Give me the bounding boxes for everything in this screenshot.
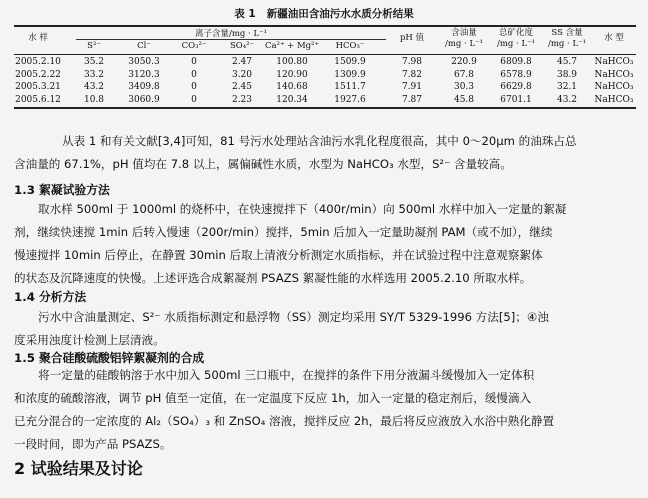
table-cell: 7.87 [401, 94, 423, 105]
table-cell: 32.1 [556, 82, 578, 92]
table-cell: 10.8 [83, 94, 105, 105]
table-cell: 2005.6.12 [15, 94, 61, 105]
table-cell: 7.98 [401, 57, 423, 67]
table-column-header: 含油量 /mg · L⁻¹ [444, 28, 483, 49]
paragraph-4-line: 将一定量的硅酸钠溶于水中加入 500ml 三口瓶中，在搅拌的条件下用分液漏斗缓慢加入一定体积 [38, 368, 535, 382]
table-column-header: pH 值 [399, 33, 425, 43]
paragraph-1-line: 含油量的 67.1%，pH 值均在 7.8 以上，属偏碱性水质，水型为 NaHCO₃ 水型，S²⁻ 含量较高。 [14, 157, 512, 171]
paragraph-4-line: 已充分混合的一定浓度的 Al₂（SO₄）₃ 和 ZnSO₄ 溶液，搅拌反应 2h，最后将反应液放入水浴中熟化静置 [14, 414, 555, 428]
table-cell: 3.20 [231, 69, 253, 80]
table-cell: 45.8 [453, 94, 475, 105]
table-cell: 140.68 [276, 82, 308, 92]
paragraph-3-line: 度采用浊度计检测上层清液。 [14, 333, 165, 347]
table-column-header: SS 含量 /mg · L⁻¹ [547, 28, 586, 49]
paragraph-2-line: 的状态及沉降速度的快慢。上述评选合成絮凝剂 PSAZS 絮凝性能的水样选用 2005.2.10 所取水样。 [14, 271, 532, 285]
table-cell: 1309.9 [334, 69, 366, 80]
table-cell: 120.34 [276, 94, 308, 105]
table-cell: 7.82 [401, 69, 423, 80]
table-cell: 2005.2.10 [15, 57, 61, 67]
paragraph-1-line: 从表 1 和有关文献[3,4]可知，81 号污水处理站含油污水乳化程度很高，其中 0～20μm 的油珠占总 [62, 134, 577, 148]
table-group-header: 离子含量/mg · L⁻¹ [194, 29, 267, 39]
table-header-rule [14, 54, 636, 55]
table-column-header: CO₃²⁻ [181, 41, 207, 51]
table-column-header: Ca²⁺ + Mg²⁺ [264, 41, 320, 51]
table-cell: 6701.1 [500, 94, 532, 105]
table-cell: 33.2 [83, 69, 105, 80]
table-column-header: SO₄²⁻ [229, 41, 255, 51]
table-column-header: Cl⁻ [137, 41, 151, 51]
paragraph-3 [14, 306, 636, 352]
table-cell: NaHCO₃ [594, 94, 634, 105]
table-cell: 120.90 [276, 69, 308, 80]
paragraph-2-line: 慢速搅拌 10min 后停止，在静置 30min 后取上清液分析测定水质指标，并在试验过程中注意观察絮体 [14, 248, 543, 262]
table-cell: 3120.3 [128, 69, 160, 80]
table-column-header: 总矿化度 /mg · L⁻¹ [496, 28, 535, 49]
paragraph-3-line: 污水中含油量测定、S²⁻ 水质指标测定和悬浮物（SS）测定均采用 SY/T 5329-1996 方法[5]；④浊 [38, 310, 549, 324]
section-heading-2: 2 试验结果及讨论 [14, 459, 143, 478]
table-cell: 3050.3 [128, 57, 160, 67]
table-cell: 67.8 [453, 69, 475, 80]
table-cell: 30.3 [453, 82, 475, 92]
table-cell: 1511.7 [334, 82, 366, 92]
table-cell: 1927.6 [334, 94, 366, 105]
paragraph-2-line: 取水样 500ml 于 1000ml 的烧杯中，在快速搅拌下（400r/min）向 500ml 水样中加入一定量的絮凝 [38, 202, 567, 216]
table-cell: 43.2 [83, 82, 105, 92]
table-cell: 6578.9 [500, 69, 532, 80]
table-group-rule [76, 39, 386, 40]
table-cell: 43.2 [556, 94, 578, 105]
table-cell: 2.47 [231, 57, 253, 67]
section-heading-1-3: 1.3 絮凝试验方法 [14, 183, 110, 197]
paragraph-1 [14, 130, 636, 176]
table-cell: 220.9 [451, 57, 477, 67]
paragraph-4-line: 和浓度的硫酸溶液，调节 pH 值至一定值，在一定温度下反应 1h，加入一定量的稳定剂后，缓慢滴入 [14, 391, 532, 405]
paragraph-2 [14, 198, 636, 290]
table-cell: 0 [191, 69, 197, 80]
table-cell: 100.80 [276, 57, 308, 67]
table-column-header: HCO₃⁻ [335, 41, 365, 51]
table-caption: 表 1 新疆油田含油污水水质分析结果 [234, 8, 414, 20]
table-cell: 2.23 [231, 94, 253, 105]
table-cell: 3060.9 [128, 94, 160, 105]
table-cell: NaHCO₃ [594, 82, 634, 92]
table-cell: 2.45 [231, 82, 253, 92]
paragraph-2-line: 剂，继续快速搅 1min 后转入慢速（200r/min）搅拌，5min 后加入一定量助凝剂 PAM（或不加），继续 [14, 225, 553, 239]
section-heading-1-5: 1.5 聚合硅酸硫酸铝锌絮凝剂的合成 [14, 351, 205, 365]
table-bottom-rule [14, 107, 636, 109]
paragraph-4-line: 一段时间，即为产品 PSAZS。 [14, 437, 172, 451]
table-cell: 1509.9 [334, 57, 366, 67]
table-cell: 0 [191, 82, 197, 92]
table-cell: 3409.8 [128, 82, 160, 92]
table-column-header: 水 型 [604, 33, 624, 43]
table-cell: 45.7 [556, 57, 578, 67]
table-cell: 38.9 [556, 69, 578, 80]
table-cell: 2005.3.21 [15, 82, 61, 92]
table-cell: 6629.8 [500, 82, 532, 92]
table-cell: 0 [191, 57, 197, 67]
table-cell: NaHCO₃ [594, 69, 634, 80]
table-cell: 2005.2.22 [15, 69, 61, 80]
section-heading-1-4: 1.4 分析方法 [14, 290, 87, 304]
table-column-header: 水 样 [28, 33, 48, 43]
table-cell: NaHCO₃ [594, 57, 634, 67]
table-cell: 7.91 [401, 82, 423, 92]
table-cell: 35.2 [83, 57, 105, 67]
table-column-header: S²⁻ [87, 41, 101, 51]
table-cell: 6809.8 [500, 57, 532, 67]
table-cell: 0 [191, 94, 197, 105]
paragraph-4 [14, 364, 636, 456]
